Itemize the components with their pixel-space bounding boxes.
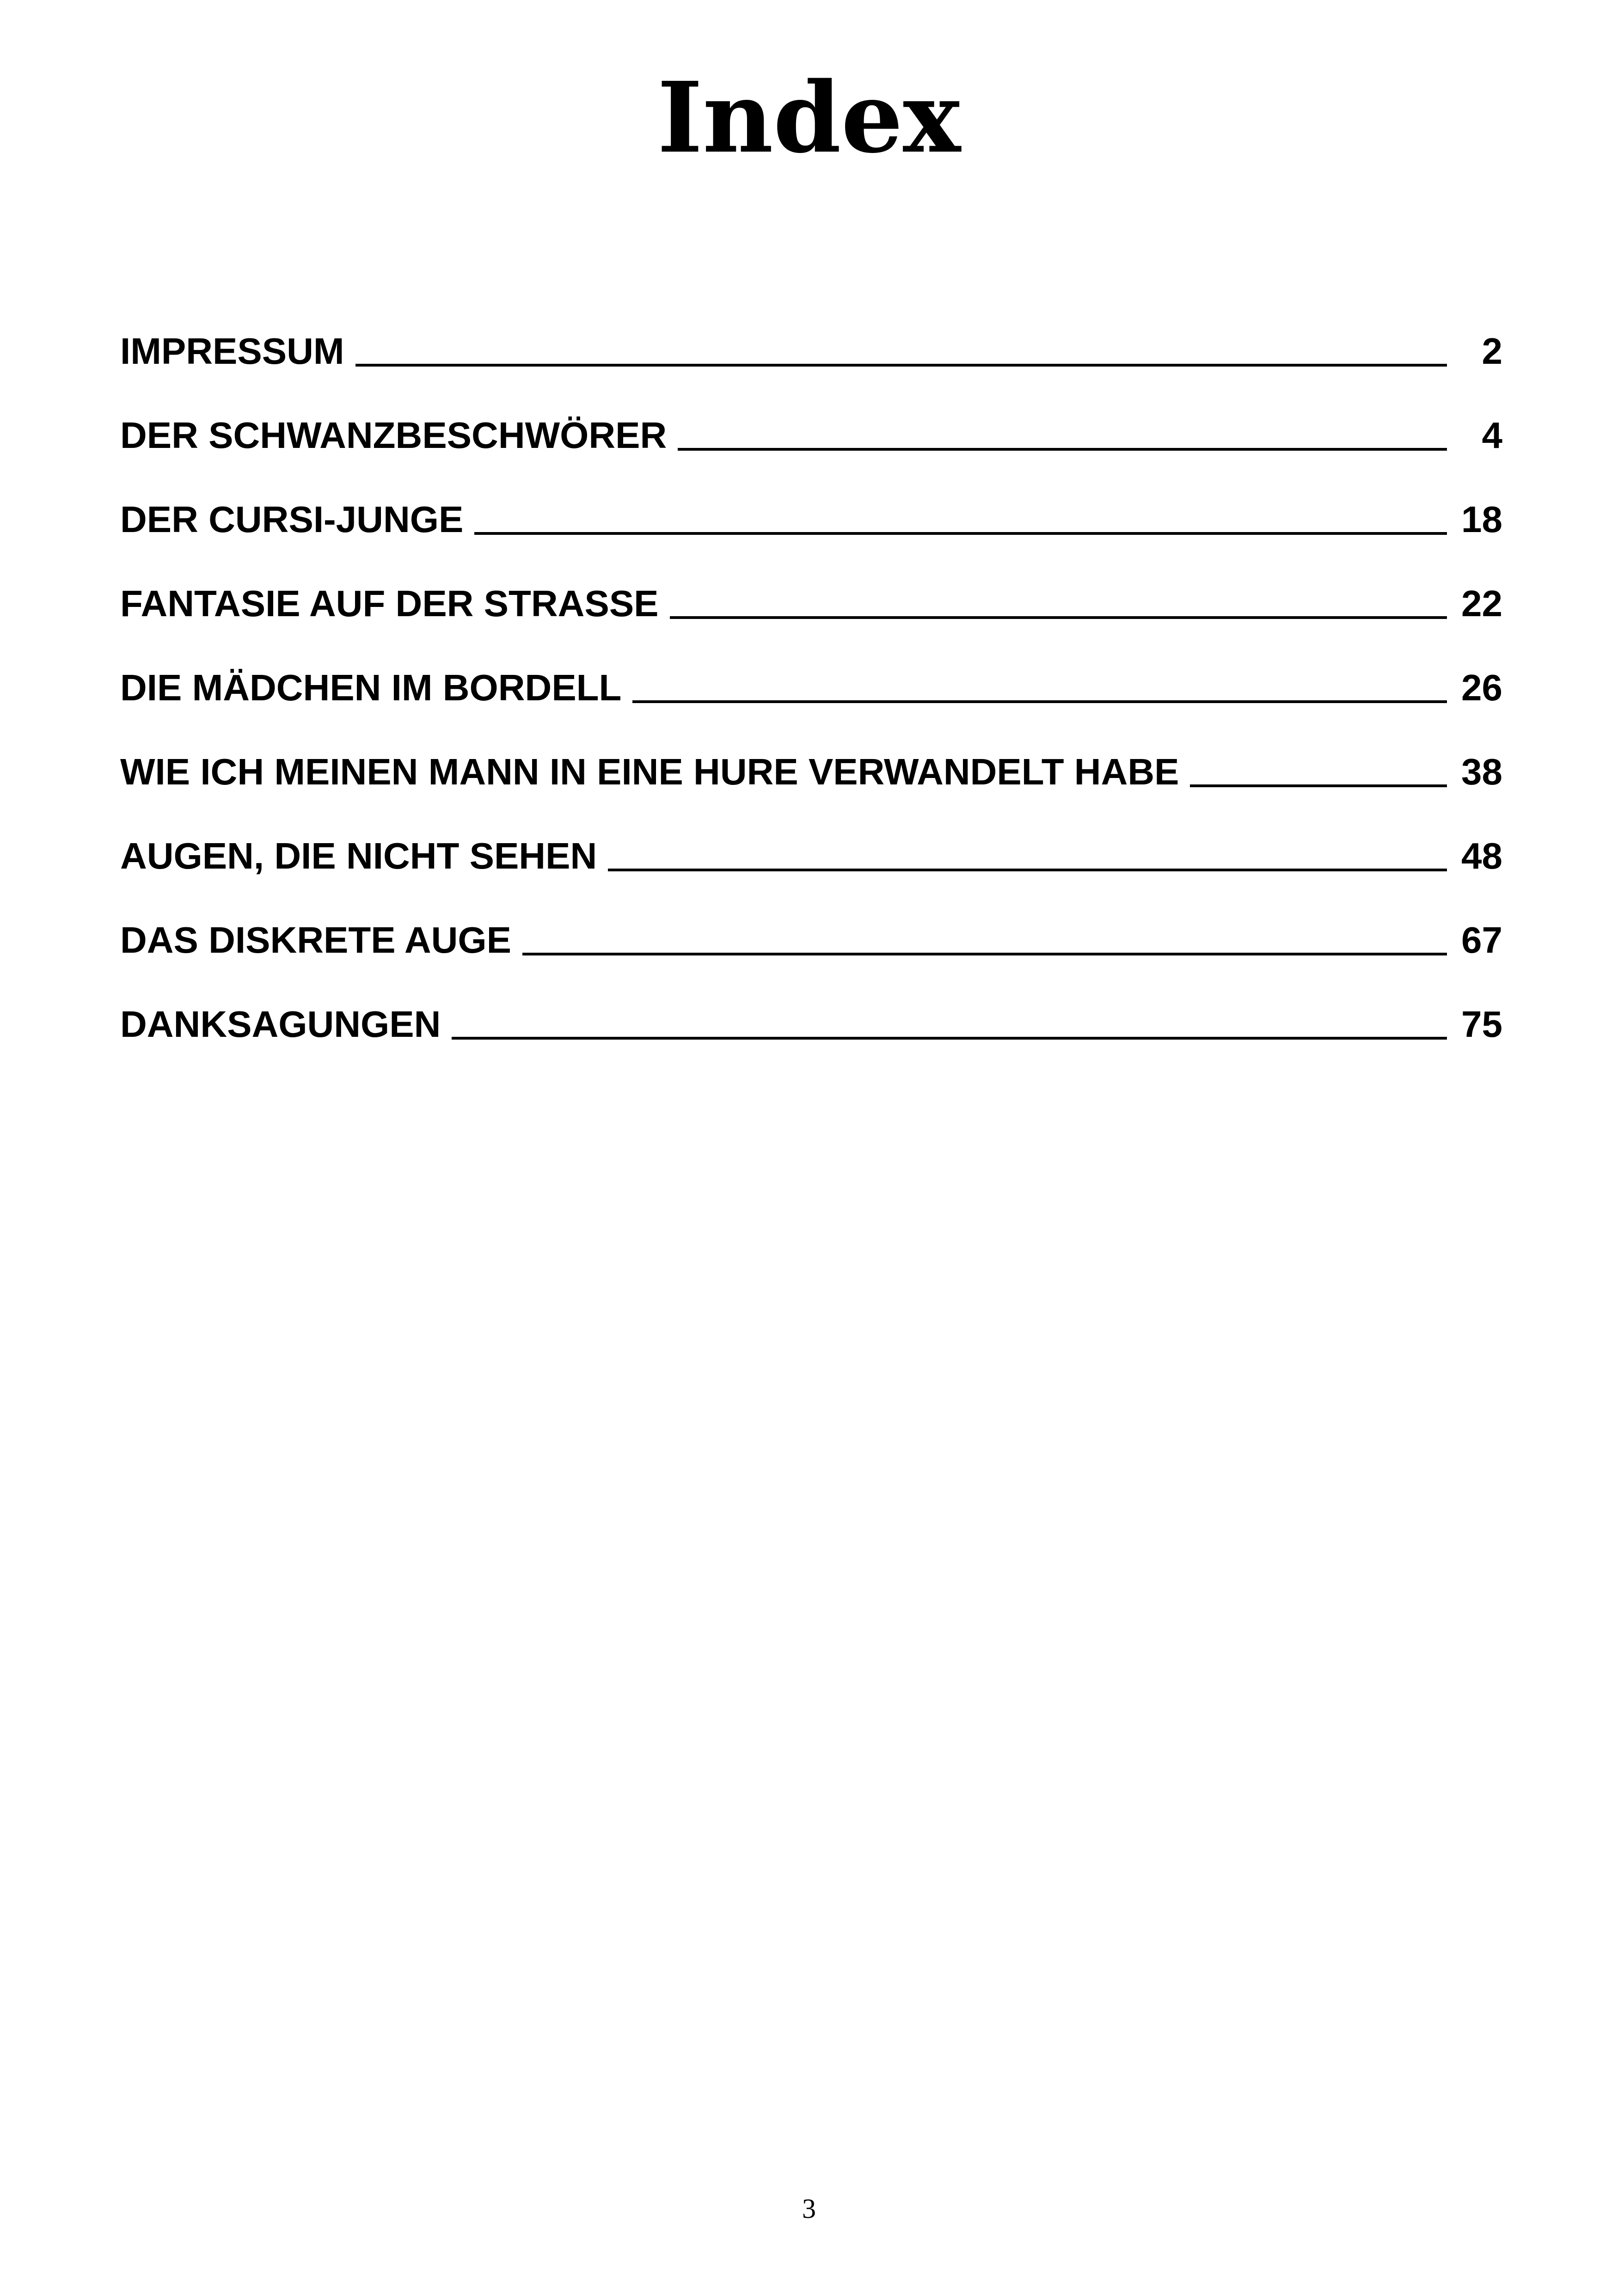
toc-entry-page: 75	[1461, 1004, 1502, 1045]
toc-entry-danksagungen[interactable]	[120, 1006, 1502, 1090]
toc-entry-maedchen[interactable]	[120, 669, 1502, 753]
toc-entry-page: 67	[1461, 919, 1502, 961]
toc-leader-line	[678, 448, 1447, 451]
toc-entry-title: IMPRESSUM	[120, 331, 344, 372]
toc-entry-title: DIE MÄDCHEN IM BORDELL	[120, 667, 622, 708]
toc-entry-fantasie[interactable]	[120, 585, 1502, 669]
toc-leader-line	[1190, 784, 1447, 787]
toc-entry-title: DER CURSI-JUNGE	[120, 499, 464, 540]
toc-entry-page: 4	[1482, 415, 1502, 456]
page-number: 3	[802, 2193, 816, 2224]
toc-leader-line	[522, 953, 1447, 955]
toc-entry-page: 38	[1461, 751, 1502, 792]
toc-entry-title: FANTASIE AUF DER STRASSE	[120, 583, 659, 624]
toc-entry-page: 26	[1461, 667, 1502, 708]
toc-entry-page: 2	[1482, 331, 1502, 372]
toc-entry-title: DAS DISKRETE AUGE	[120, 919, 512, 961]
toc-entry-hure[interactable]	[120, 753, 1502, 838]
toc-entry-title: DANKSAGUNGEN	[120, 1004, 441, 1045]
toc-entry-title: AUGEN, DIE NICHT SEHEN	[120, 835, 597, 876]
toc-entry-page: 48	[1461, 835, 1502, 876]
toc-leader-line	[608, 869, 1447, 871]
toc-entry-impressum[interactable]	[120, 333, 1502, 417]
toc-leader-line	[452, 1037, 1447, 1040]
toc-entry-title: DER SCHWANZBESCHWÖRER	[120, 415, 667, 456]
toc-entry-title: WIE ICH MEINEN MANN IN EINE HURE VERWANDELT HABE	[120, 751, 1179, 792]
table-of-contents	[120, 333, 1502, 1090]
toc-entry-schwanzbeschwoerer[interactable]	[120, 417, 1502, 501]
page-title: Index	[657, 61, 961, 175]
toc-leader-line	[632, 700, 1447, 703]
toc-leader-line	[355, 364, 1447, 367]
toc-entry-page: 18	[1461, 499, 1502, 540]
toc-entry-diskrete-auge[interactable]	[120, 919, 1502, 1006]
toc-entry-augen[interactable]	[120, 835, 1502, 922]
toc-entry-cursi-junge[interactable]	[120, 501, 1502, 585]
toc-leader-line	[474, 532, 1447, 535]
toc-leader-line	[670, 616, 1447, 619]
toc-entry-page: 22	[1461, 583, 1502, 624]
